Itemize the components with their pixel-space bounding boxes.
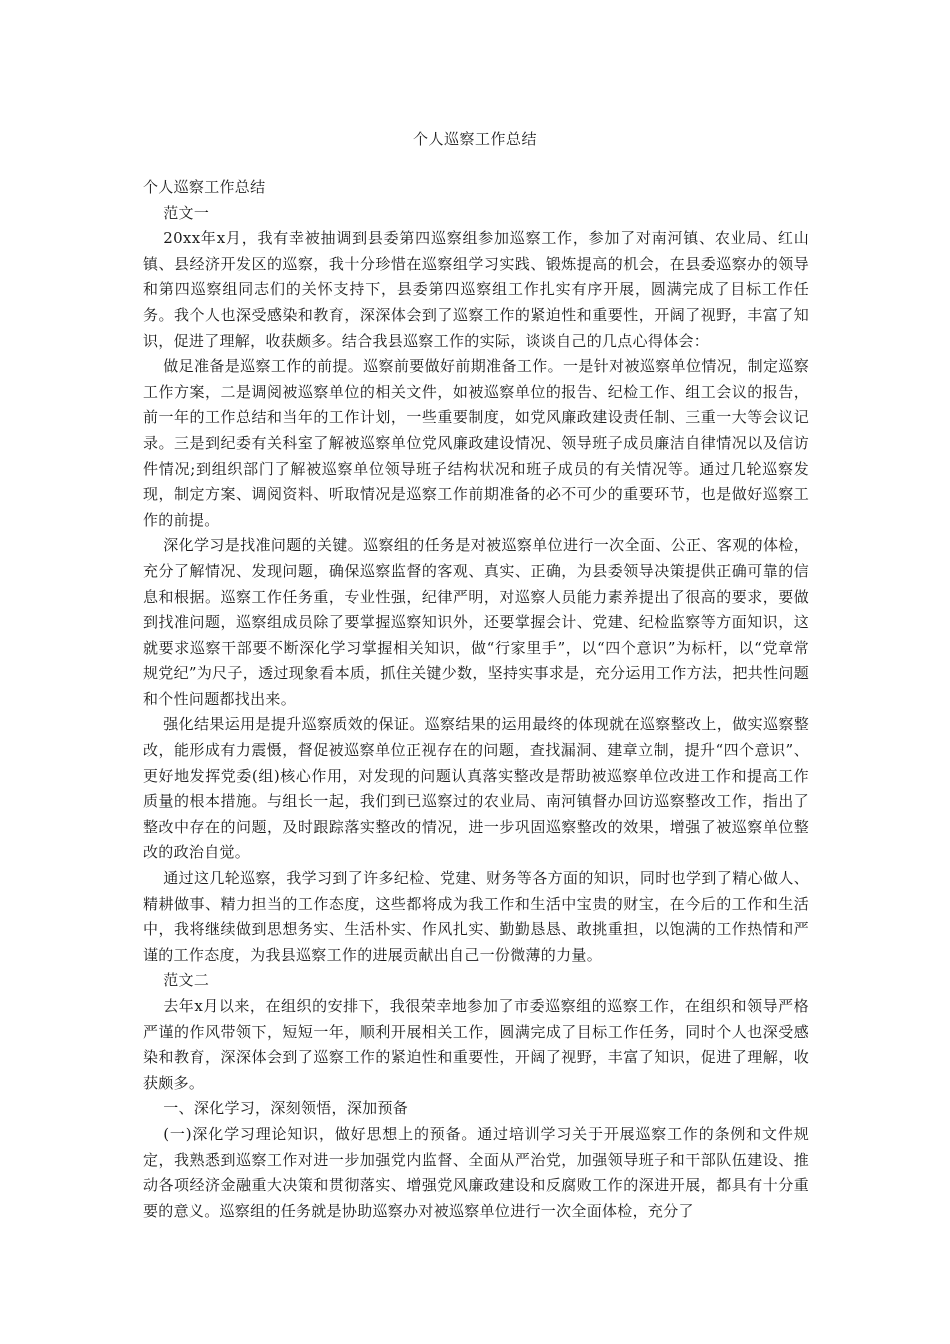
paragraph: (一)深化学习理论知识，做好思想上的预备。通过培训学习关于开展巡察工作的条例和文件规定，我熟悉到巡察工作对进一步加强党内监督、全面从严治党，加强领导班子和干部队伍建设、推动各项经济金融重大决策和贯彻落实、增强党风廉政建设和反腐败工作的深进开展，都具有十分重要的意义。巡察组的任务就是协助巡察办对被巡察单位进行一次全面体检，充分了 [143, 1124, 809, 1220]
section-heading-fanwen-2: 范文二 [163, 971, 210, 990]
paragraph: 20xx年x月，我有幸被抽调到县委第四巡察组参加巡察工作，参加了对南河镇、农业局、红山镇、县经济开发区的巡察，我十分珍惜在巡察组学习实践、锻炼提高的机会，在县委巡察办的领导和第四巡察组同志们的关怀支持下，县委第四巡察组工作扎实有序开展，圆满完成了目标工作任务。我个人也深受感染和教育，深深体会到了巡察工作的紧迫性和重要性，开阔了视野，丰富了知识，促进了理解，收获颇多。结合我县巡察工作的实际，谈谈自己的几点心得体会： [143, 229, 809, 350]
section-heading-fanwen-1: 范文一 [163, 203, 210, 222]
paragraph: 做足准备是巡察工作的前提。巡察前要做好前期准备工作。一是针对被巡察单位情况，制定巡察工作方案，二是调阅被巡察单位的相关文件，如被巡察单位的报告、纪检工作、组工会议的报告，前一年的工作总结和当年的工作计划，一些重要制度，如党风廉政建设责任制、三重一大等会议记录。三是到纪委有关科室了解被巡察单位党风廉政建设情况、领导班子成员廉洁自律情况以及信访件情况;到组织部门了解被巡察单位领导班子结构状况和班子成员的有关情况等。通过几轮巡察发现，制定方案、调阅资料、听取情况是巡察工作前期准备的必不可少的重要环节，也是做好巡察工作的前提。 [143, 357, 809, 529]
paragraph: 去年x月以来，在组织的安排下，我很荣幸地参加了市委巡察组的巡察工作，在组织和领导严格严谨的作风带领下，短短一年，顺利开展相关工作，圆满完成了目标工作任务，同时个人也深受感染和教育，深深体会到了巡察工作的紧迫性和重要性，开阔了视野，丰富了知识，促进了理解，收获颇多。 [143, 997, 809, 1092]
subsection-heading: 一、深化学习，深刻领悟，深加预备 [163, 1099, 409, 1118]
paragraph: 通过这几轮巡察，我学习到了许多纪检、党建、财务等各方面的知识，同时也学到了精心做人、精耕做事、精力担当的工作态度，这些都将成为我工作和生活中宝贵的财宝，在今后的工作和生活中，我将继续做到思想务实、生活朴实、作风扎实、勤勤恳恳、敢挑重担，以饱满的工作热情和严谨的工作态度，为我县巡察工作的进展贡献出自己一份微薄的力量。 [143, 869, 809, 964]
paragraph: 深化学习是找准问题的关键。巡察组的任务是对被巡察单位进行一次全面、公正、客观的体检，充分了解情况、发现问题，确保巡察监督的客观、真实、正确，为县委领导决策提供正确可靠的信息和根据。巡察工作任务重，专业性强，纪律严明，对巡察人员能力素养提出了很高的要求，要做到找准问题，巡察组成员除了要掌握巡察知识外，还要掌握会计、党建、纪检监察等方面知识，这就要求巡察干部要不断深化学习掌握相关知识，做“行家里手”，以“四个意识”为标杆，以“党章常规党纪”为尺子，透过现象看本质，抓住关键少数，坚持实事求是，充分运用工作方法，把共性问题和个性问题都找出来。 [143, 536, 809, 708]
document-title: 个人巡察工作总结 [412, 130, 537, 148]
document-body [143, 175, 809, 1224]
document-subtitle: 个人巡察工作总结 [143, 178, 266, 196]
paragraph: 强化结果运用是提升巡察质效的保证。巡察结果的运用最终的体现就在巡察整改上，做实巡察整改，能形成有力震慑，督促被巡察单位正视存在的问题，查找漏洞、建章立制，提升“四个意识”、更好地发挥党委(组)核心作用，对发现的问题认真落实整改是帮助被巡察单位改进工作和提高工作质量的根本措施。与组长一起，我们到已巡察过的农业局、南河镇督办回访巡察整改工作，指出了整改中存在的问题，及时跟踪落实整改的情况，进一步巩固巡察整改的效果，增强了被巡察单位整改的政治自觉。 [143, 715, 809, 862]
